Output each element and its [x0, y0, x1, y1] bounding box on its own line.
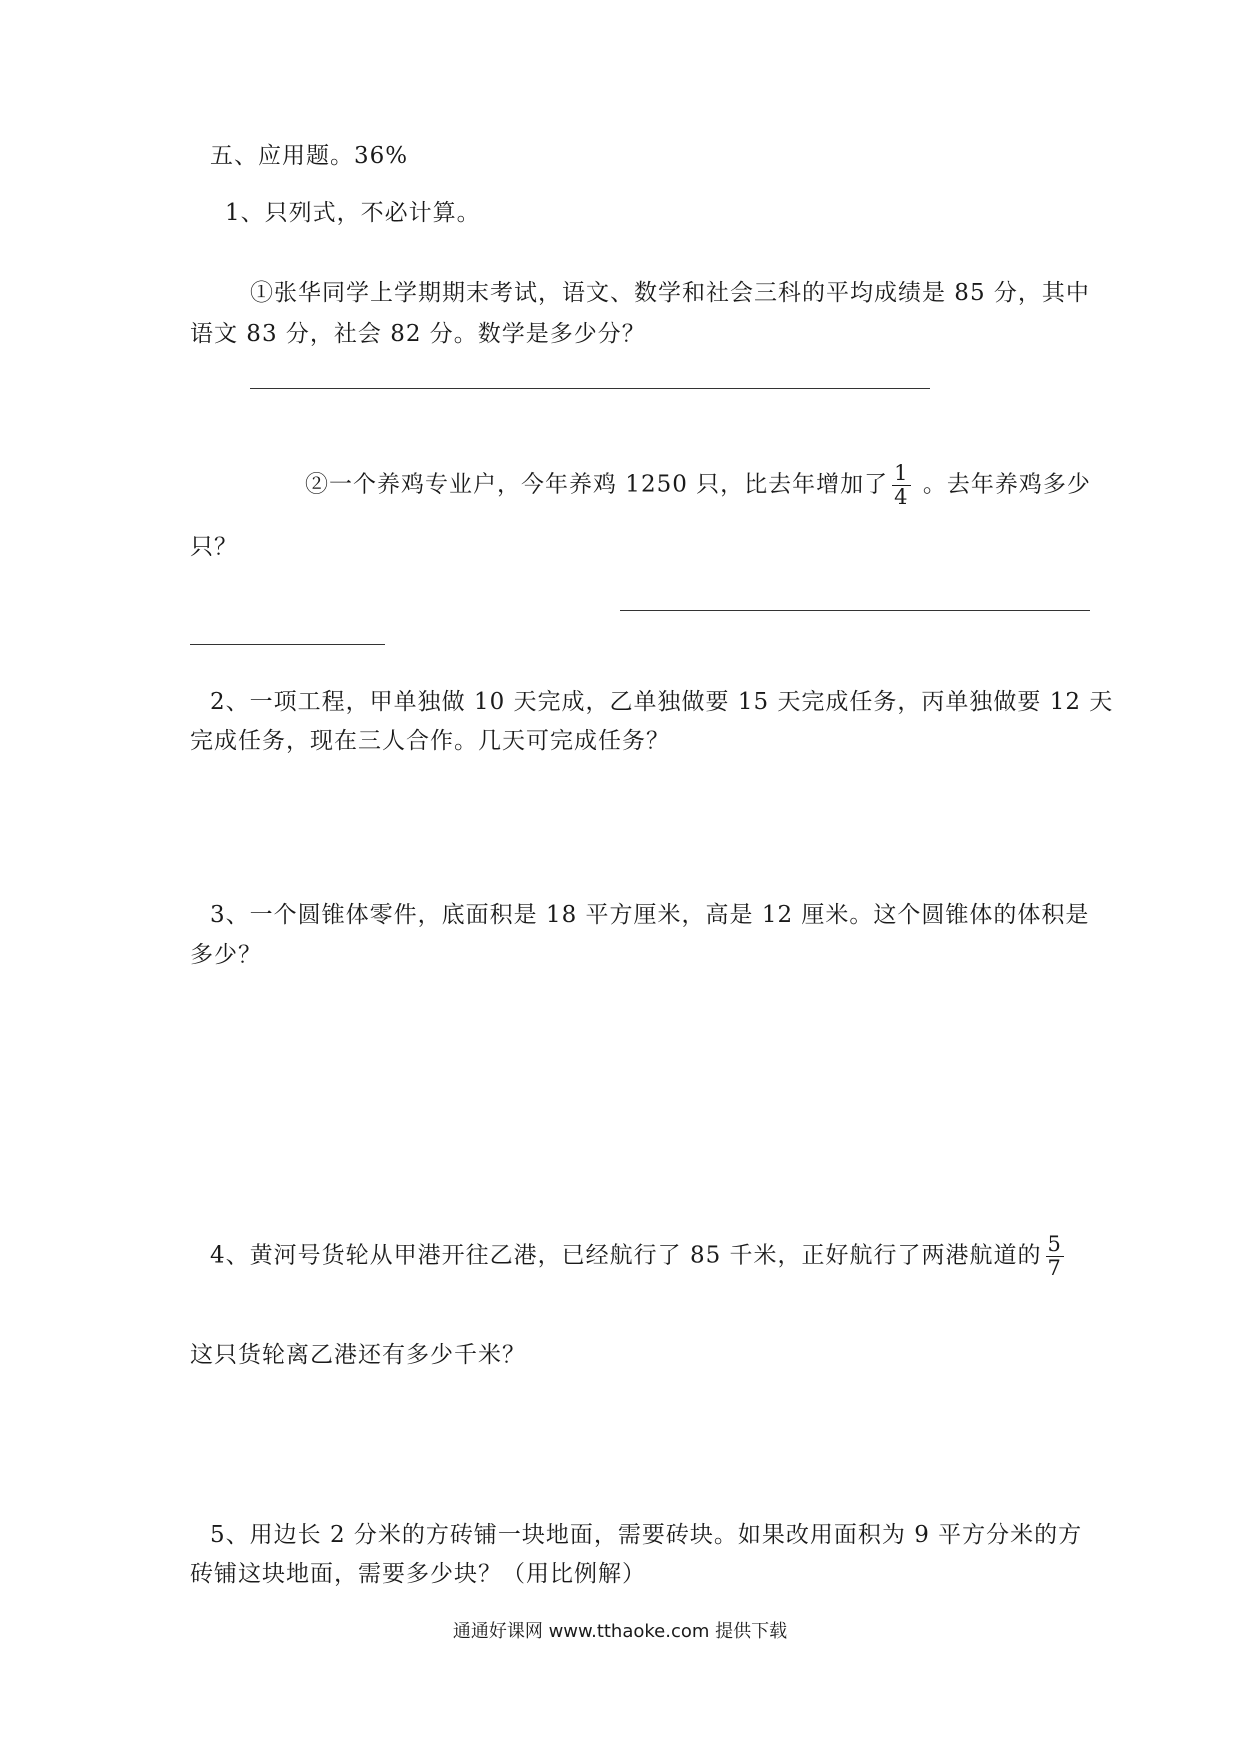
fraction-one-quarter — [892, 462, 910, 509]
fraction-denominator: 7 — [1047, 1256, 1062, 1280]
q1b-line1 — [305, 462, 1091, 509]
answer-line-2a[interactable] — [620, 610, 1090, 611]
q1a-line1: ①张华同学上学期期末考试，语文、数学和社会三科的平均成绩是 85 分，其中 — [250, 280, 1090, 306]
answer-line-1[interactable] — [250, 388, 930, 389]
q5-line2: 砖铺这块地面，需要多少块？（用比例解） — [190, 1561, 646, 1587]
q4-line1 — [210, 1233, 1068, 1280]
answer-line-2b[interactable] — [190, 644, 385, 645]
q3-line2: 多少？ — [190, 942, 262, 968]
q4-line2: 这只货轮离乙港还有多少千米？ — [190, 1342, 526, 1368]
q4-text-before: 4、黄河号货轮从甲港开往乙港，已经航行了 85 千米，正好航行了两港航道的 — [210, 1242, 1042, 1269]
q2-line2: 完成任务，现在三人合作。几天可完成任务？ — [190, 728, 670, 754]
q3-line1: 3、一个圆锥体零件，底面积是 18 平方厘米，高是 12 厘米。这个圆锥体的体积是 — [210, 902, 1090, 928]
q1b-text-before: ②一个养鸡专业户，今年养鸡 1250 只，比去年增加了 — [305, 471, 889, 498]
fraction-numerator: 1 — [894, 461, 909, 485]
fraction-denominator: 4 — [894, 485, 909, 509]
footer-credit: 通通好课网 www.tthaoke.com 提供下载 — [452, 1621, 788, 1642]
section-title: 五、应用题。36% — [210, 143, 409, 169]
q1b-text-after: 。去年养鸡多少 — [914, 471, 1091, 498]
q1-heading: 1、只列式，不必计算。 — [225, 200, 481, 226]
fraction-five-sevenths — [1046, 1233, 1064, 1280]
q1b-line2: 只？ — [190, 534, 238, 560]
fraction-numerator: 5 — [1047, 1232, 1062, 1256]
q5-line1: 5、用边长 2 分米的方砖铺一块地面，需要砖块。如果改用面积为 9 平方分米的方 — [210, 1522, 1083, 1548]
q1a-line2: 语文 83 分，社会 82 分。数学是多少分？ — [190, 321, 646, 347]
q2-line1: 2、一项工程，甲单独做 10 天完成，乙单独做要 15 天完成任务，丙单独做要 12 天 — [210, 689, 1114, 715]
